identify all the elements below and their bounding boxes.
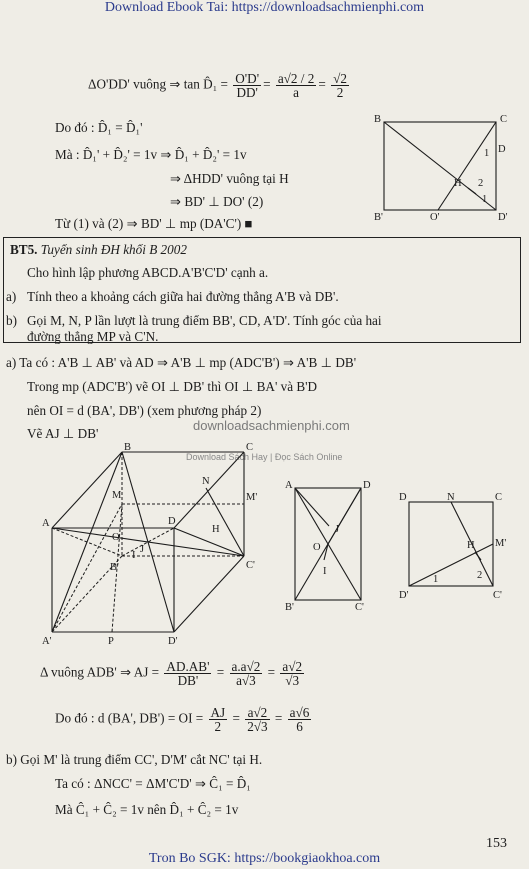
- watermark-site: downloadsachmienphi.com: [193, 418, 350, 433]
- label-N: N: [447, 492, 455, 503]
- label-P: P: [108, 636, 114, 647]
- top-line-5: ⇒ BD' ⊥ DO' (2): [170, 194, 264, 209]
- label-I: I: [323, 566, 327, 577]
- label-1: 1: [433, 574, 439, 585]
- sol-b-2: Ta có : ΔNCC' = ΔM'C'D' ⇒ Ĉ₁ = D̂₁: [55, 776, 251, 791]
- footer-link[interactable]: Tron Bo SGK: https://bookgiaokhoa.com: [148, 851, 381, 866]
- numerator: AJ: [210, 705, 226, 720]
- fraction: [164, 660, 211, 687]
- label-Cp: C': [493, 590, 502, 601]
- denominator: DB': [177, 673, 199, 688]
- label-J: J: [335, 524, 340, 535]
- top-line-1-angle: D̂₁ =: [203, 76, 228, 92]
- aj-formula: [40, 660, 306, 687]
- label-B: B: [124, 442, 132, 453]
- cube-diagram: [40, 440, 270, 648]
- bt5-title: BT5.: [10, 242, 38, 257]
- numerator: AD.AB': [166, 659, 210, 674]
- denominator: 2√3: [247, 719, 268, 734]
- label-Cp: C': [355, 602, 364, 613]
- fraction: [331, 72, 349, 99]
- top-line-1-text: ΔO'DD' vuông ⇒ tan: [88, 76, 200, 92]
- label-Bp: B': [374, 212, 383, 223]
- label-2: 2: [478, 178, 484, 189]
- top-line-6: Từ (1) và (2) ⇒ BD' ⊥ mp (DA'C') ■: [55, 216, 253, 231]
- fraction: [230, 660, 263, 687]
- label-Mp: M': [246, 492, 258, 503]
- label-C: C: [246, 442, 254, 453]
- bt5-title-line: [10, 242, 187, 258]
- sol-a-4: Vẽ AJ ⊥ DB': [27, 426, 99, 441]
- watermark-tagline: Download Sách Hay | Đọc Sách Online: [186, 452, 343, 462]
- label-D: D: [363, 480, 371, 491]
- numerator: a√6: [289, 705, 310, 720]
- sol-b-1: b) Gọi M' là trung điểm CC', D'M' cắt NC' tại H.: [6, 752, 263, 767]
- distance-formula: [55, 706, 313, 733]
- label-A: A: [42, 518, 50, 529]
- equals: =: [267, 664, 276, 680]
- fraction: [233, 72, 261, 99]
- square-dcc-diagram: [397, 490, 521, 602]
- numerator: a.a√2: [231, 659, 261, 674]
- denominator: √3: [285, 673, 300, 688]
- bt5-a-label: a): [6, 289, 17, 304]
- bt5-b-label: b): [6, 313, 17, 328]
- numerator: a√2: [245, 706, 269, 720]
- sol-a-1: a) Ta có : A'B ⊥ AB' và AD ⇒ A'B ⊥ mp (ADC'B') ⇒ A'B ⊥ DB': [6, 355, 357, 370]
- label-C: C: [500, 114, 508, 125]
- bt5-b-text-1: Gọi M, N, P lần lượt là trung điểm BB', CD, A'D'. Tính góc của hai: [27, 313, 382, 328]
- label-Dp: D': [168, 636, 178, 647]
- bt5-intro: Cho hình lập phương ABCD.A'B'C'D' cạnh a.: [27, 265, 269, 280]
- header-link[interactable]: Download Ebook Tai: https://downloadsachmienphi.com: [104, 0, 425, 15]
- denominator: a√3: [236, 673, 256, 688]
- label-C: C: [495, 492, 503, 503]
- label-Ap: A': [42, 636, 52, 647]
- label-1b: 1: [482, 194, 488, 205]
- bt5-b-text-2: đường thẳng MP và C'N.: [27, 329, 159, 344]
- bt5-a-text: Tính theo a khoảng cách giữa hai đường thẳng A'B và DB'.: [27, 289, 339, 304]
- top-line-1: ΔO'DD' vuông ⇒ tan D̂₁ = $\frac{O'D'}{DD'}$ = $\frac{a√2 / 2}{a}$ = $\frac{√2}{2}$: [88, 71, 347, 100]
- label-Cp: C': [246, 560, 255, 571]
- aj-text: Δ vuông ADB' ⇒ AJ =: [40, 664, 160, 680]
- numerator: √2: [333, 71, 347, 86]
- equals: =: [216, 664, 225, 680]
- bt5-subtitle: Tuyển sinh ĐH khối B 2002: [40, 242, 187, 257]
- numerator: O'D': [235, 71, 260, 86]
- equals: =: [274, 710, 283, 726]
- label-Dp: D': [399, 590, 409, 601]
- label-Bp: B': [285, 602, 294, 613]
- page-number: 153: [486, 836, 507, 851]
- label-H: H: [454, 178, 462, 189]
- square-diagram: [372, 112, 512, 226]
- label-Op: O': [430, 212, 440, 223]
- rectangle-adcb-diagram: [283, 478, 373, 614]
- label-D: D: [168, 516, 176, 527]
- label-H: H: [467, 540, 475, 551]
- fraction: [280, 660, 304, 687]
- distance-text: Do đó : d (BA', DB') = OI =: [55, 710, 204, 726]
- fraction: [276, 72, 317, 99]
- label-D: D: [498, 144, 506, 155]
- label-O: O: [112, 532, 120, 543]
- top-line-3: Mà : D̂₁' + D̂₂' = 1v ⇒ D̂₁ + D̂₂' = 1v: [55, 147, 247, 162]
- denominator: 2: [214, 719, 222, 734]
- label-2: 2: [477, 570, 483, 581]
- fraction: [245, 706, 269, 733]
- label-D: D: [399, 492, 407, 503]
- label-1: 1: [484, 148, 490, 159]
- label-J: J: [140, 544, 145, 555]
- denominator: a: [293, 85, 300, 100]
- numerator: a√2 / 2: [277, 71, 315, 86]
- label-A: A: [285, 480, 293, 491]
- denominator: 6: [296, 719, 303, 734]
- label-Mp: M': [495, 538, 507, 549]
- label-Bp: B': [110, 562, 119, 573]
- label-B: B: [374, 114, 382, 125]
- label-H: H: [212, 524, 220, 535]
- sol-b-3: Mà Ĉ₁ + Ĉ₂ = 1v nên D̂₁ + Ĉ₂ = 1v: [55, 802, 239, 817]
- sol-a-3: nên OI = d (BA', DB') (xem phương pháp 2): [27, 403, 262, 418]
- label-Dp: D': [498, 212, 508, 223]
- sol-a-2: Trong mp (ADC'B') vẽ OI ⊥ DB' thì OI ⊥ BA' và B'D: [27, 379, 318, 394]
- label-O: O: [313, 542, 321, 553]
- fraction: [288, 706, 312, 733]
- fraction: [209, 706, 228, 733]
- top-line-4: ⇒ ΔHDD' vuông tại H: [170, 171, 289, 186]
- top-line-2: Do đó : D̂₁ = D̂₁': [55, 120, 143, 135]
- denominator: DD': [236, 85, 258, 100]
- numerator: a√2: [282, 659, 303, 674]
- denominator: 2: [336, 85, 344, 100]
- equals: =: [232, 710, 240, 726]
- label-I: I: [132, 550, 136, 561]
- label-M: M: [112, 490, 122, 501]
- label-N: N: [202, 476, 210, 487]
